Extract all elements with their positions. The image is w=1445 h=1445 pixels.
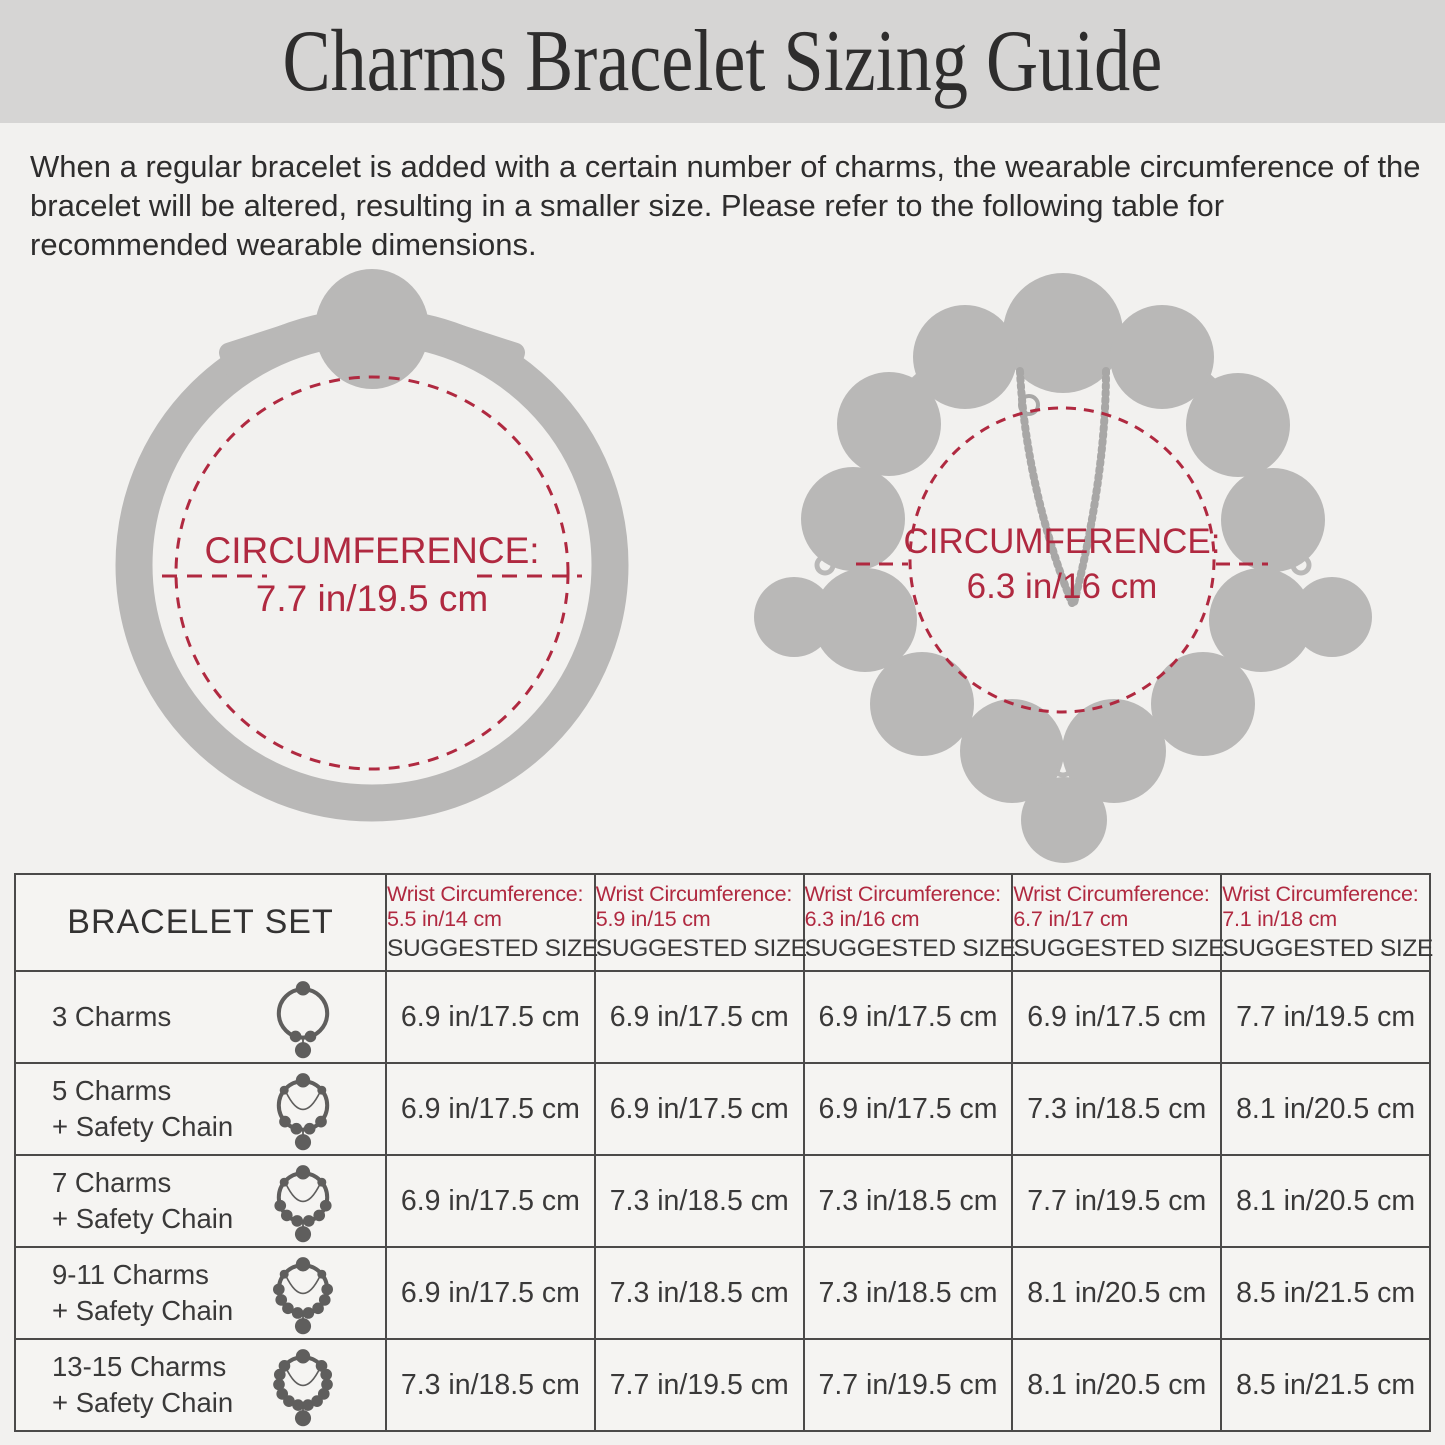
set-label [16,1073,263,1145]
size-cell: 6.9 in/17.5 cm [386,1063,595,1155]
column-header-wrist-15 [595,874,807,971]
intro-text: When a regular bracelet is added with a certain number of charms, the wearable circumference of the bracelet will be altered, resulting in a smaller size. Please refer to the following table for recommended wearable dimensions. [30,149,1421,263]
set-label-line2: + Safety Chain [52,1387,234,1418]
circumference-value: 7.7 in/19.5 cm [255,578,489,619]
wrist-circumference-label: Wrist Circumference: [1222,881,1419,906]
size-cell: 6.9 in/17.5 cm [804,971,1013,1063]
table-row-7-charms [15,1155,1430,1247]
circumference-value: 6.3 in/16 cm [966,567,1158,606]
clasp-ball-icon [315,269,429,389]
size-cell: 6.9 in/17.5 cm [386,1247,595,1339]
suggested-size-label: SUGGESTED SIZE [1222,935,1434,963]
set-label-line2: + Safety Chain [52,1295,234,1326]
table-row-13-15-charms [15,1339,1430,1431]
masthead [0,0,1445,123]
set-cell [15,1063,386,1155]
wrist-circumference-value: 6.3 in/16 cm [804,906,920,931]
suggested-size-label: SUGGESTED SIZE [804,935,1016,963]
column-header-wrist-14 [386,874,598,971]
table-row-5-charms [15,1063,1430,1155]
suggested-size-label: SUGGESTED SIZE [1013,935,1225,963]
table-header-row [15,874,1430,971]
column-header-wrist-16 [804,874,1016,971]
column-header-wrist-18 [1221,874,1434,971]
set-cell [15,1155,386,1247]
set-cell [15,1339,386,1431]
set-label-line2: + Safety Chain [52,1111,234,1142]
wrist-circumference-label: Wrist Circumference: [387,881,584,906]
wrist-circumference-value: 5.5 in/14 cm [387,906,502,931]
page-title: Charms Bracelet Sizing Guide [282,13,1163,110]
set-label-line1: 3 Charms [52,1001,172,1033]
size-cell: 6.9 in/17.5 cm [386,971,595,1063]
size-cell: 8.1 in/20.5 cm [1221,1155,1430,1247]
set-cell [15,1247,386,1339]
wrist-circumference-value: 5.9 in/15 cm [595,906,711,931]
size-cell: 7.3 in/18.5 cm [804,1155,1013,1247]
size-cell: 6.9 in/17.5 cm [386,1155,595,1247]
wrist-circumference-label: Wrist Circumference: [1013,881,1210,906]
charm-bracelet-diagram [728,265,1398,865]
set-label-line1: 13-15 Charms [52,1351,227,1383]
suggested-size-label: SUGGESTED SIZE [595,935,807,963]
size-cell: 6.9 in/17.5 cm [1012,971,1221,1063]
sizing-table-wrap [14,873,1434,1432]
circumference-label: CIRCUMFERENCE: [903,522,1221,561]
size-cell: 7.3 in/18.5 cm [386,1339,595,1431]
set-cell [15,971,386,1063]
circumference-dashed-circle [176,377,568,769]
bracelet-7-charms-icon [263,1158,343,1244]
set-label [16,999,263,1035]
column-header-wrist-17 [1012,874,1225,971]
set-label [16,1165,263,1237]
wrist-circumference-value: 6.7 in/17 cm [1013,906,1129,931]
set-label [16,1349,263,1421]
size-cell: 7.3 in/18.5 cm [1012,1063,1221,1155]
size-cell: 6.9 in/17.5 cm [595,971,804,1063]
size-cell: 7.3 in/18.5 cm [595,1155,804,1247]
size-cell: 8.1 in/20.5 cm [1221,1063,1430,1155]
size-cell: 7.3 in/18.5 cm [804,1247,1013,1339]
bracelet-3-charms-icon [263,974,343,1060]
bracelet-set-header: BRACELET SET [15,874,386,971]
wrist-circumference-value: 7.1 in/18 cm [1222,906,1337,931]
size-cell: 7.7 in/19.5 cm [1221,971,1430,1063]
size-cell: 6.9 in/17.5 cm [595,1063,804,1155]
wrist-circumference-label: Wrist Circumference: [804,881,1001,906]
sizing-table [14,873,1434,1432]
plain-bracelet-diagram [62,265,682,835]
size-cell: 8.1 in/20.5 cm [1012,1247,1221,1339]
size-cell: 7.7 in/19.5 cm [804,1339,1013,1431]
size-cell: 6.9 in/17.5 cm [804,1063,1013,1155]
size-cell: 8.5 in/21.5 cm [1221,1339,1430,1431]
circumference-label: CIRCUMFERENCE: [204,530,540,571]
set-label-line1: 9-11 Charms [52,1259,209,1291]
bracelet-13-15-charms-icon [263,1342,343,1428]
size-cell: 7.7 in/19.5 cm [595,1339,804,1431]
size-cell: 8.1 in/20.5 cm [1012,1339,1221,1431]
size-cell: 7.3 in/18.5 cm [595,1247,804,1339]
set-label-line1: 7 Charms [52,1167,172,1199]
set-label-line2: + Safety Chain [52,1203,234,1234]
table-row-9-11-charms [15,1247,1430,1339]
set-label [16,1257,263,1329]
size-cell: 7.7 in/19.5 cm [1012,1155,1221,1247]
set-label-line1: 5 Charms [52,1075,172,1107]
bracelet-5-charms-icon [263,1066,343,1152]
table-row-3-charms [15,971,1430,1063]
wrist-circumference-label: Wrist Circumference: [595,881,793,906]
suggested-size-label: SUGGESTED SIZE [387,935,598,963]
bracelet-9-11-charms-icon [263,1250,343,1336]
size-cell: 8.5 in/21.5 cm [1221,1247,1430,1339]
